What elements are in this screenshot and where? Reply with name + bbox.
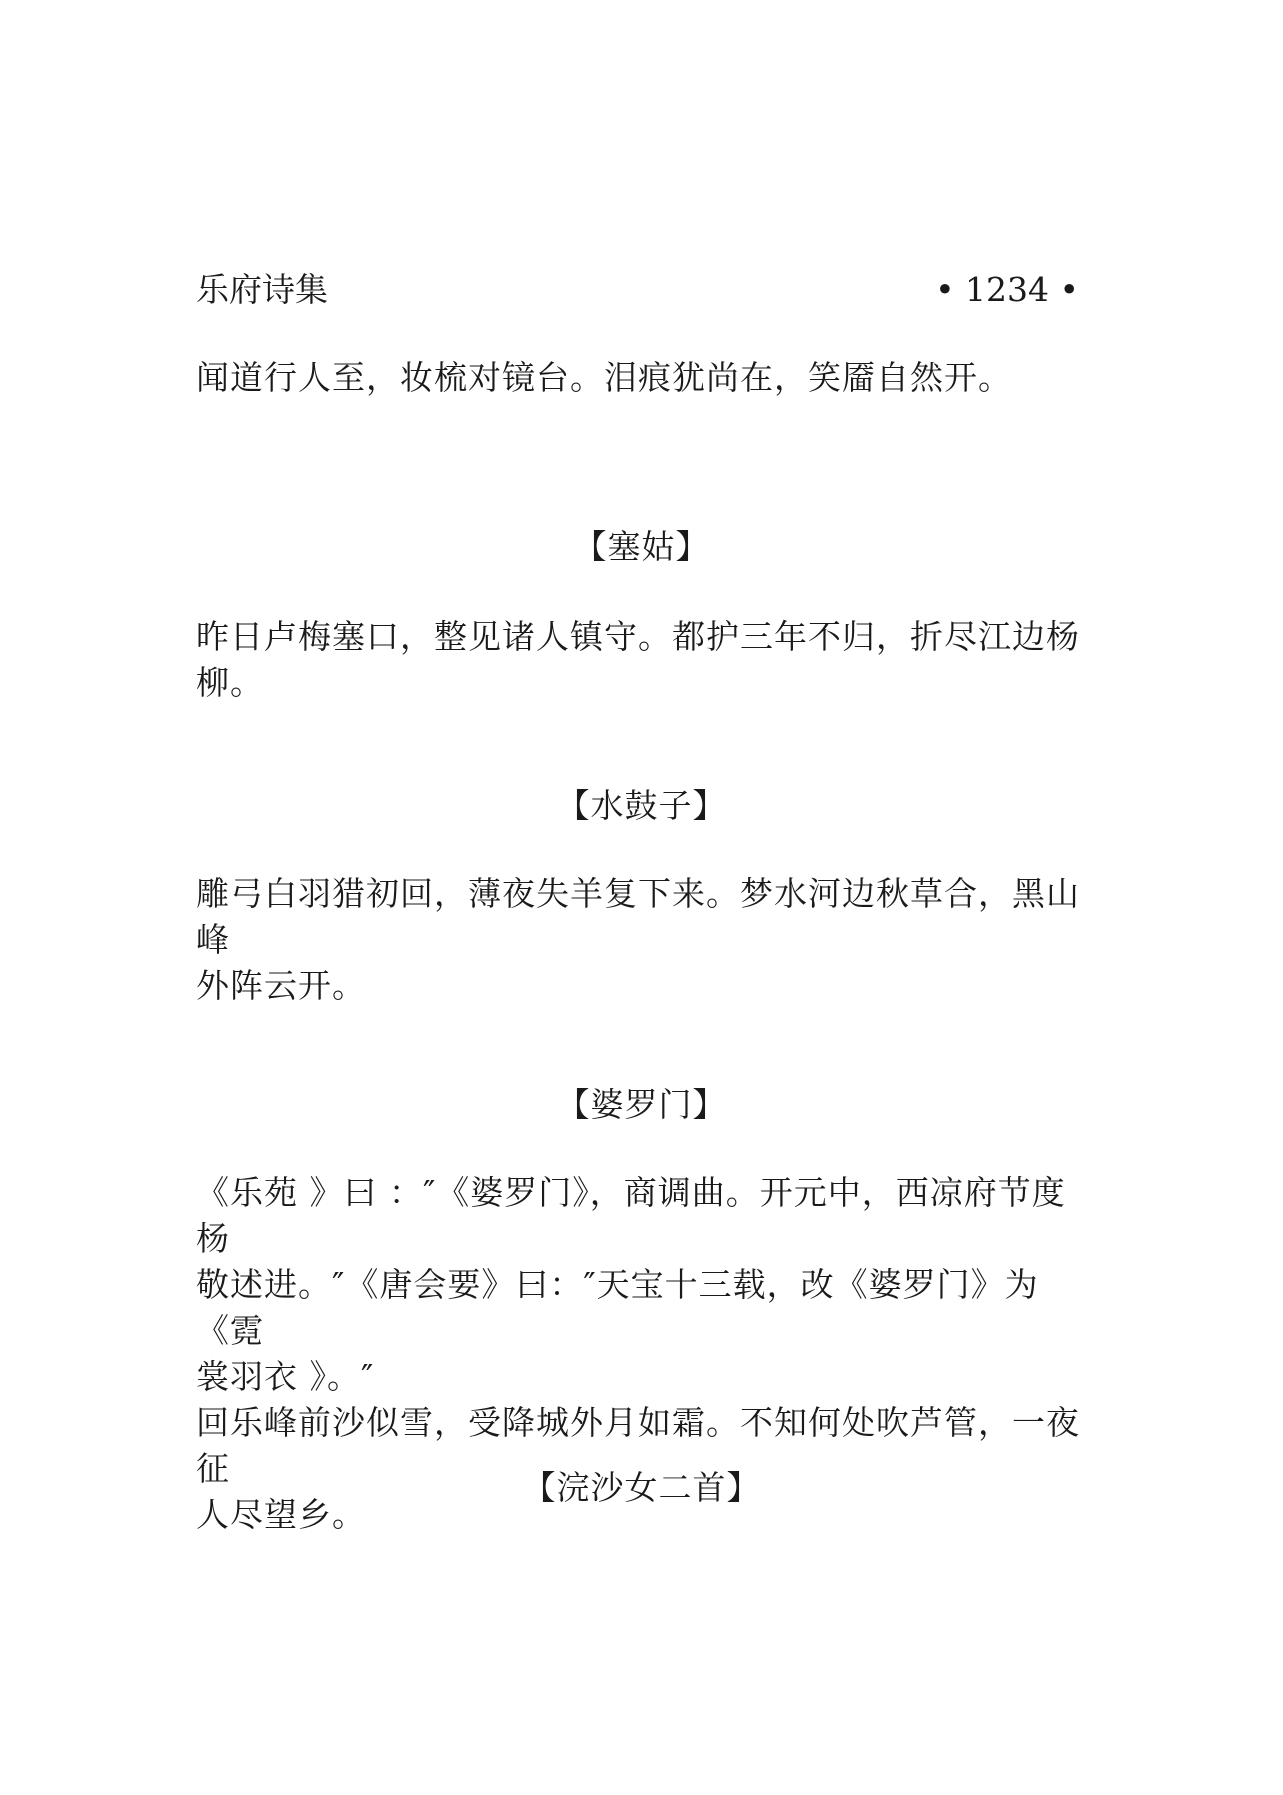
poem-title: 【婆罗门】 <box>556 1085 727 1124</box>
running-header-book-title: 乐府诗集 <box>196 270 328 309</box>
poem-line: 人尽望乡。 <box>196 1495 366 1534</box>
poem-text <box>196 614 1096 706</box>
poem-line: 闻道行人至，妆梳对镜台。泪痕犹尚在，笑靥自然开。 <box>196 358 1012 397</box>
preface-line: 裳羽衣 》。″ <box>196 1357 375 1396</box>
poem-text <box>196 355 1096 401</box>
running-header-page-number: • 1234 • <box>935 270 1079 309</box>
poem-line: 雕弓白羽猎初回，薄夜失羊复下来。梦水河边秋草合，黑山峰 <box>196 874 1080 959</box>
poem-text <box>196 871 1096 1009</box>
poem-title: 【水鼓子】 <box>556 786 727 825</box>
poem-title: 【浣沙女二首】 <box>522 1468 761 1507</box>
preface-line: 《乐苑 》曰 ：″《婆罗门》，商调曲。开元中，西凉府节度杨 <box>196 1173 1066 1258</box>
poem-line: 外阵云开。 <box>196 966 366 1005</box>
poem-line: 昨日卢梅塞口，整见诸人镇守。都护三年不归，折尽江边杨柳。 <box>196 617 1080 702</box>
poem-title: 【塞姑】 <box>573 527 710 566</box>
preface-line: 敬述进。″《唐会要》曰：″天宝十三载，改《婆罗门》为《霓 <box>196 1265 1039 1350</box>
poem-line: 回乐峰前沙似雪，受降城外月如霜。不知何处吹芦管，一夜征 <box>196 1403 1080 1488</box>
